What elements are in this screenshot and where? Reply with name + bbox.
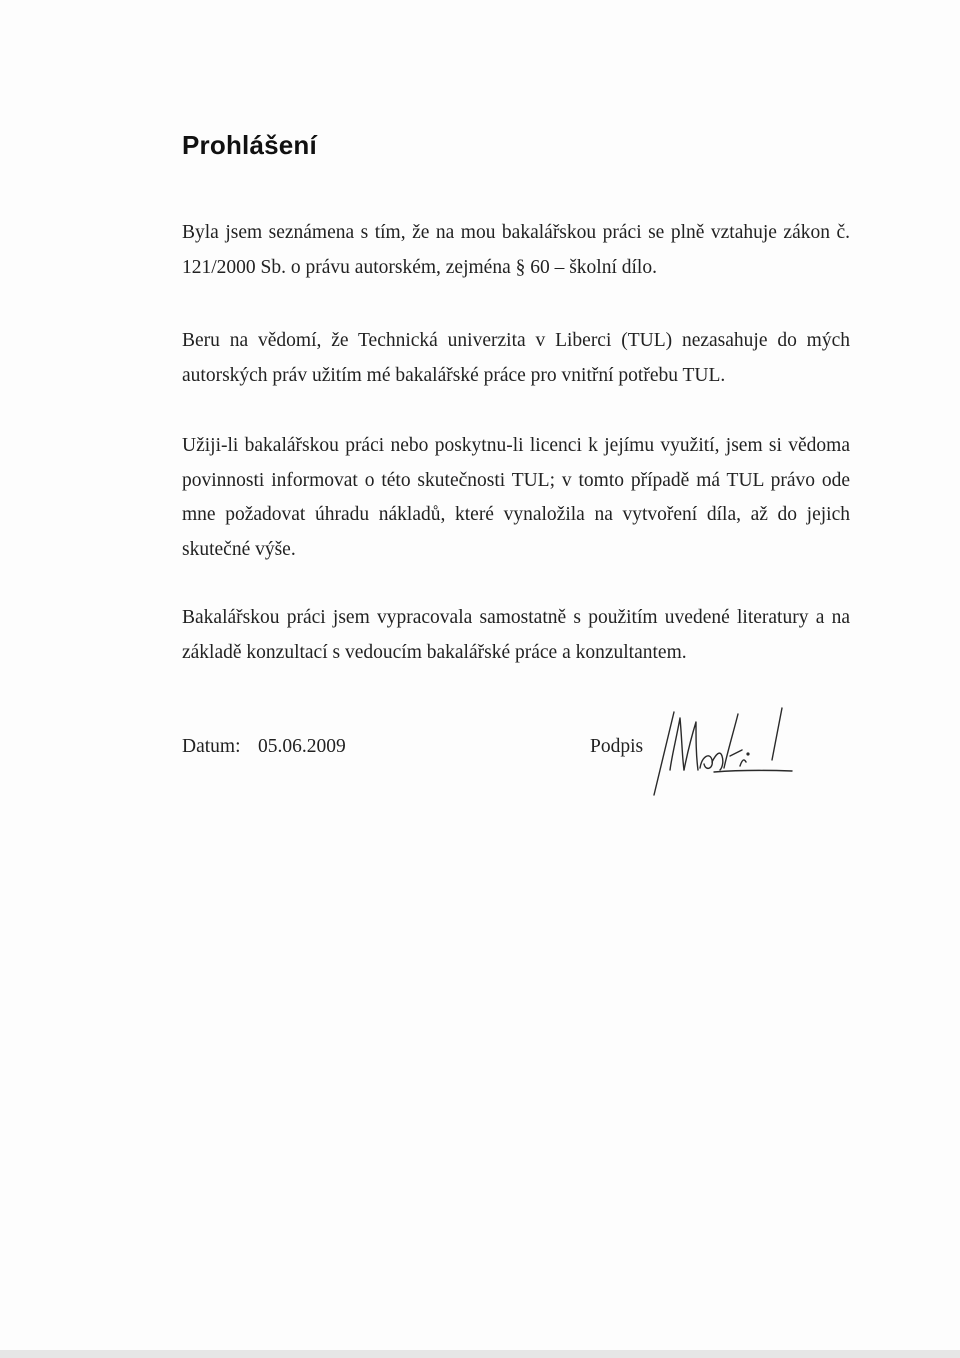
paragraph-license-obligation: Užiji-li bakalářskou práci nebo poskytnu-li licenci k jejímu využití, jsem si vědoma povinnosti informovat o této skutečnosti TUL; v tomto případě má TUL právo ode mne požadovat úhradu nákladů, které vynaložila na vytvoření díla, až do jejich skutečné výše. [182,435,850,560]
paragraph-copyright-law: Byla jsem seznámena s tím, že na mou bakalářskou práci se plně vztahuje zákon č. 121/2000 Sb. o právu autorském, zejména § 60 – školní dílo. [182,222,850,278]
page-bottom-edge [0,1350,960,1358]
signature-label: Podpis [590,736,644,757]
date-label: Datum: [182,736,241,757]
document-title: Prohlášení [182,130,317,160]
paragraph-independent-work: Bakalářskou práci jsem vypracovala samostatně s použitím uvedené literatury a na základě konzultací s vedoucím bakalářské práce a konzultantem. [182,607,850,663]
paragraph-university-rights: Beru na vědomí, že Technická univerzita v Liberci (TUL) nezasahuje do mých autorských práv užitím mé bakalářské práce pro vnitřní potřebu TUL. [182,330,850,386]
date-value: 05.06.2009 [258,736,346,757]
handwritten-signature [644,700,794,800]
